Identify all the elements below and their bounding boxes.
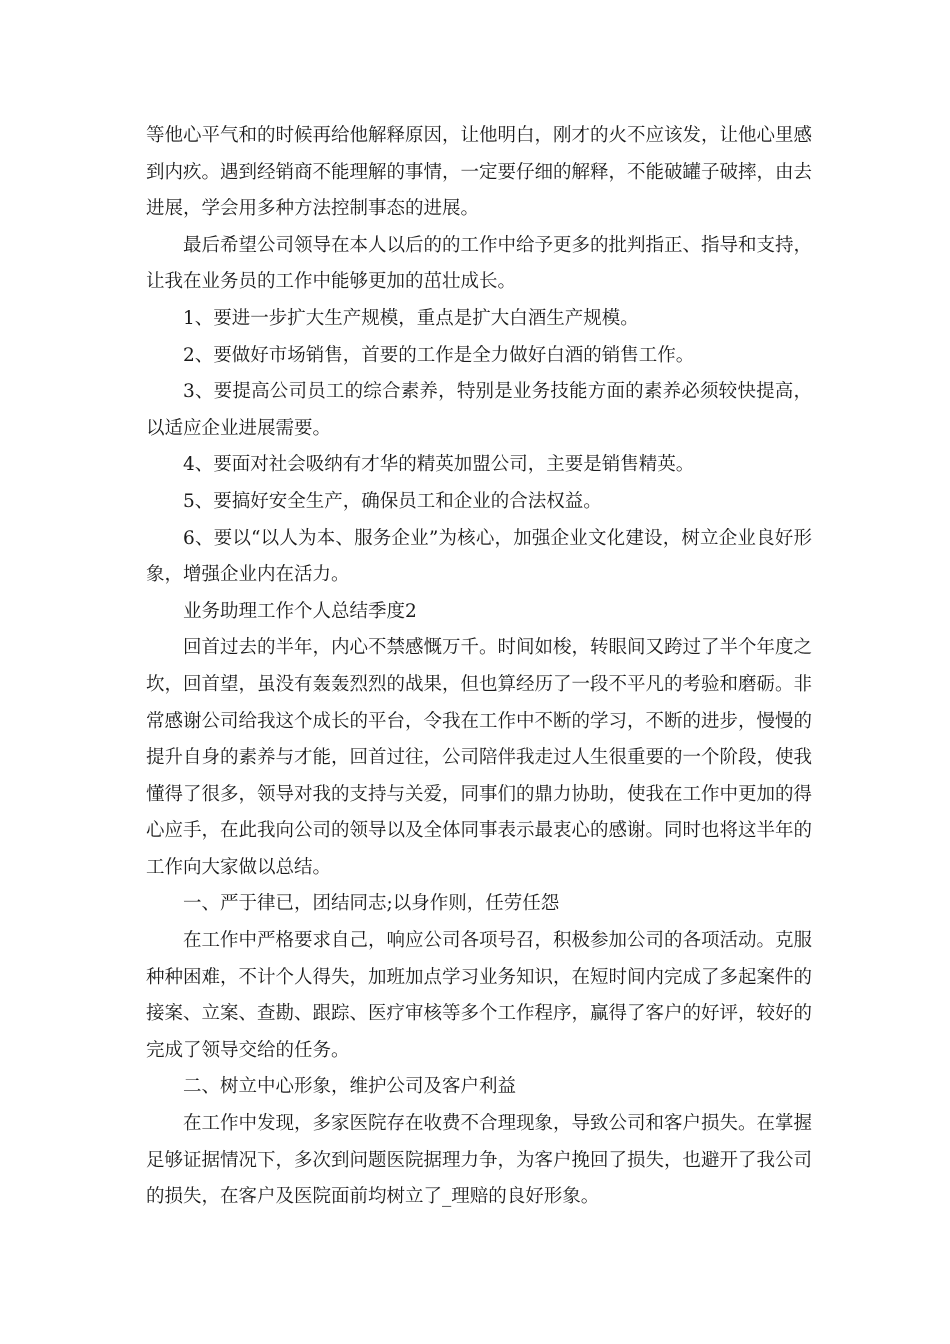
paragraph-closing-hope: 最后希望公司领导在本人以后的的工作中给予更多的批判指正、指导和支持，让我在业务员的工作中能够更加的茁壮成长。	[146, 234, 813, 293]
list-item-5: 5、要搞好安全生产，确保员工和企业的合法权益。	[183, 490, 602, 512]
list-item-2: 2、要做好市场销售，首要的工作是全力做好白酒的销售工作。	[183, 344, 695, 366]
list-item-3: 3、要提高公司员工的综合素养，特别是业务技能方面的素养必须较快提高，以适应企业进展需要。	[146, 381, 812, 439]
paragraph-intro: 回首过去的半年，内心不禁感慨万千。时间如梭，转眼间又跨过了半个年度之坎，回首望，虽没有轰轰烈烈的战果，但也算经历了一段不平凡的考验和磨砺。非常感谢公司给我这个成长的平台，令我在工作中不断的学习，不断的进步，慢慢的提升自身的素养与才能，回首过往，公司陪伴我走过人生很重要的一个阶段，使我懂得了很多，领导对我的支持与关爱，同事们的鼎力协助，使我在工作中更加的得心应手，在此我向公司的领导以及全体同事表示最衷心的感谢。同时也将这半年的工作向大家做以总结。	[146, 637, 813, 878]
list-item-6: 6、要以“以人为本、服务企业”为核心，加强企业文化建设，树立企业良好形象，增强企业内在活力。	[146, 527, 812, 586]
document-body	[146, 118, 812, 1216]
section-title: 业务助理工作个人总结季度2	[183, 600, 417, 622]
paragraph-two: 在工作中发现，多家医院存在收费不合理现象，导致公司和客户损失。在掌握足够证据情况下，多次到问题医院据理力争，为客户挽回了损失，也避开了我公司的损失，在客户及医院面前均树立了_理赔的良好形象。	[146, 1113, 813, 1208]
paragraph-one: 在工作中严格要求自己，响应公司各项号召，积极参加公司的各项活动。克服种种困难，不计个人得失，加班加点学习业务知识，在短时间内完成了多起案件的接案、立案、查勘、跟踪、医疗审核等多个工作程序，赢得了客户的好评，较好的完成了领导交给的任务。	[146, 930, 813, 1061]
subheading-two: 二、树立中心形象，维护公司及客户利益	[183, 1076, 517, 1098]
list-item-4: 4、要面对社会吸纳有才华的精英加盟公司，主要是销售精英。	[183, 454, 695, 476]
list-item-1: 1、要进一步扩大生产规模，重点是扩大白酒生产规模。	[183, 307, 639, 329]
subheading-one: 一、严于律已，团结同志;以身作则，任劳任怨	[183, 893, 560, 915]
paragraph-continuation: 等他心平气和的时候再给他解释原因，让他明白，刚才的火不应该发，让他心里感到内疚。遇到经销商不能理解的事情，一定要仔细的解释，不能破罐子破摔，由去进展，学会用多种方法控制事态的进展。	[146, 125, 813, 220]
